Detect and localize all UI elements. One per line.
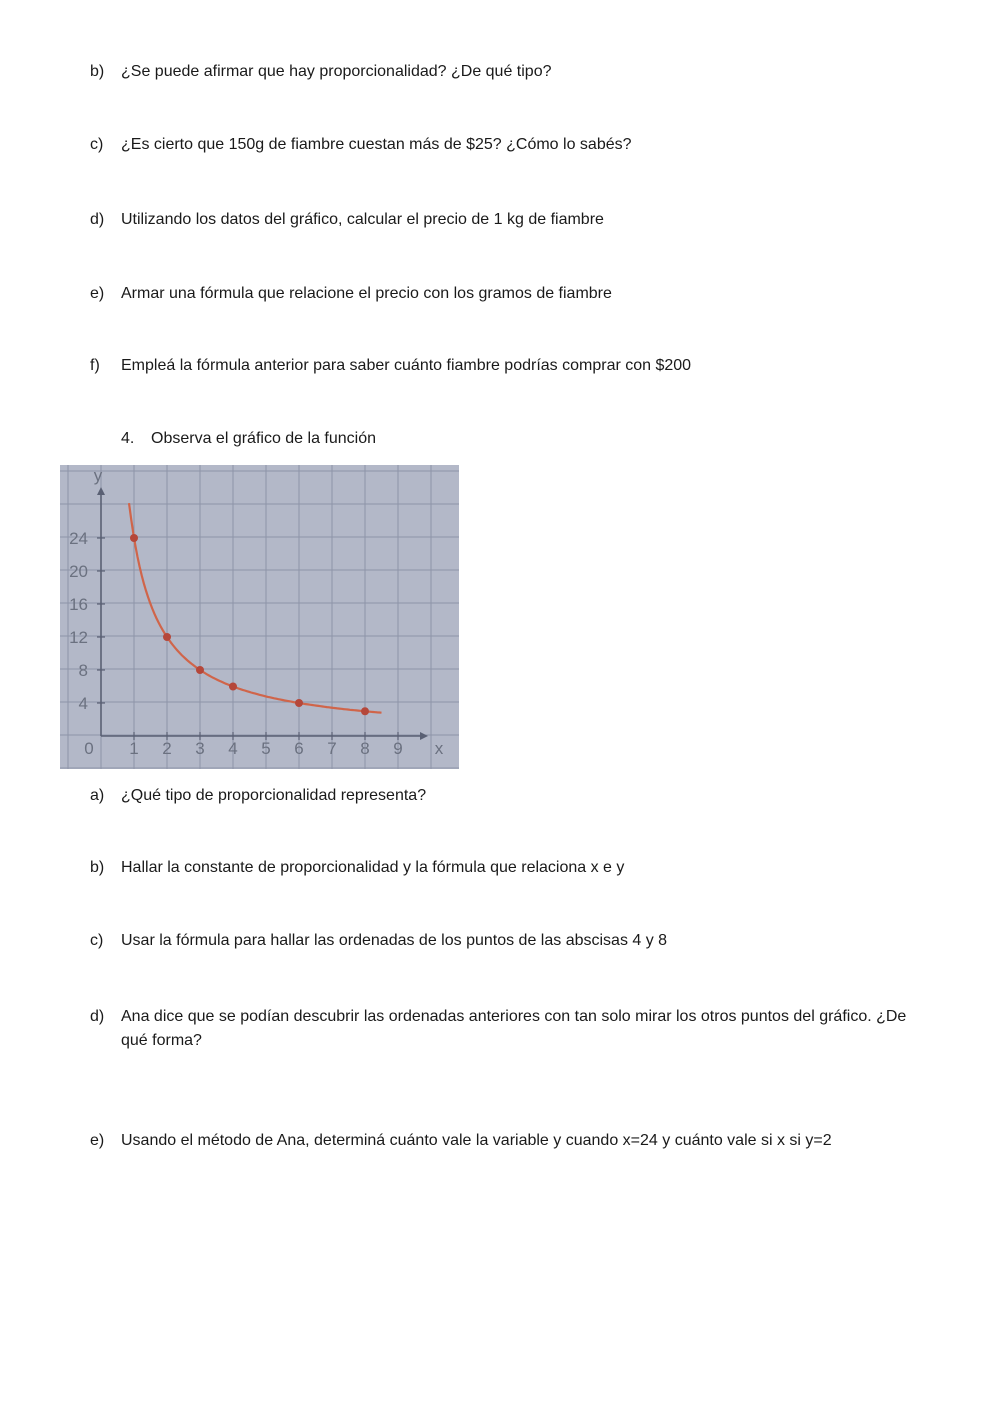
question-label: e): [90, 285, 105, 302]
question-4e: [90, 1129, 930, 1153]
y-tick-label: 24: [69, 529, 88, 548]
question-text: Usar la fórmula para hallar las ordenadas de los puntos de las abscisas 4 y 8: [121, 932, 668, 949]
x-tick-label: 7: [327, 739, 337, 758]
question-3b: [90, 60, 930, 84]
y-axis-label: y: [93, 466, 103, 485]
question-text: Utilizando los datos del gráfico, calcular el precio de 1 kg de fiambre: [121, 211, 604, 228]
x-tick-label: 3: [195, 739, 205, 758]
question-text: Usando el método de Ana, determiná cuánto vale la variable y cuando x=24 y cuánto vale si x si y=2: [121, 1132, 832, 1149]
y-tick-label: 16: [69, 595, 88, 614]
question-3f: [90, 354, 930, 378]
data-point: [229, 683, 237, 691]
data-point: [130, 534, 138, 542]
x-tick-label: 2: [162, 739, 172, 758]
origin-label: 0: [84, 739, 94, 758]
data-point: [163, 633, 171, 641]
question-4d: [90, 1005, 930, 1053]
x-tick-label: 9: [393, 739, 403, 758]
section-number: 4.: [121, 430, 135, 447]
x-tick-label: 6: [294, 739, 304, 758]
question-label: c): [90, 932, 104, 949]
question-label: c): [90, 136, 104, 153]
x-axis-label: x: [434, 739, 444, 758]
data-point: [361, 707, 369, 715]
y-tick-label: 20: [69, 562, 88, 581]
question-3d: [90, 208, 930, 232]
x-tick-label: 5: [261, 739, 271, 758]
question-label: b): [90, 859, 105, 876]
question-label: d): [90, 211, 105, 228]
question-label: a): [90, 787, 105, 804]
question-4b: [90, 856, 930, 880]
question-text: Hallar la constante de proporcionalidad y la fórmula que relaciona x e y: [121, 859, 625, 876]
question-text: ¿Es cierto que 150g de fiambre cuestan más de $25? ¿Cómo lo sabés?: [121, 136, 632, 153]
data-point: [196, 666, 204, 674]
question-3e: [90, 282, 930, 306]
y-tick-label: 4: [78, 694, 88, 713]
question-text: ¿Se puede afirmar que hay proporcionalidad? ¿De qué tipo?: [121, 63, 552, 80]
section-4-heading: [121, 427, 376, 451]
x-tick-label: 8: [360, 739, 370, 758]
function-graph: [60, 465, 459, 769]
question-4c: [90, 929, 930, 953]
question-4a: [90, 784, 930, 808]
question-label: b): [90, 63, 105, 80]
question-text: Armar una fórmula que relacione el precio con los gramos de fiambre: [121, 285, 612, 302]
question-text: Empleá la fórmula anterior para saber cuánto fiambre podrías comprar con $200: [121, 357, 692, 374]
question-text: Ana dice que se podían descubrir las ordenadas anteriores con tan solo mirar los otros puntos del gráfico. ¿De qué forma?: [121, 1008, 907, 1049]
y-tick-label: 12: [69, 628, 88, 647]
y-tick-label: 8: [78, 661, 88, 680]
question-text: ¿Qué tipo de proporcionalidad representa?: [121, 787, 427, 804]
question-label: d): [90, 1008, 105, 1025]
x-tick-label: 4: [228, 739, 238, 758]
question-3c: [90, 133, 930, 157]
question-label: f): [90, 357, 100, 374]
data-point: [295, 699, 303, 707]
x-tick-label: 1: [129, 739, 139, 758]
section-title: Observa el gráfico de la función: [151, 430, 377, 447]
graph-background: [60, 465, 459, 769]
question-label: e): [90, 1132, 105, 1149]
